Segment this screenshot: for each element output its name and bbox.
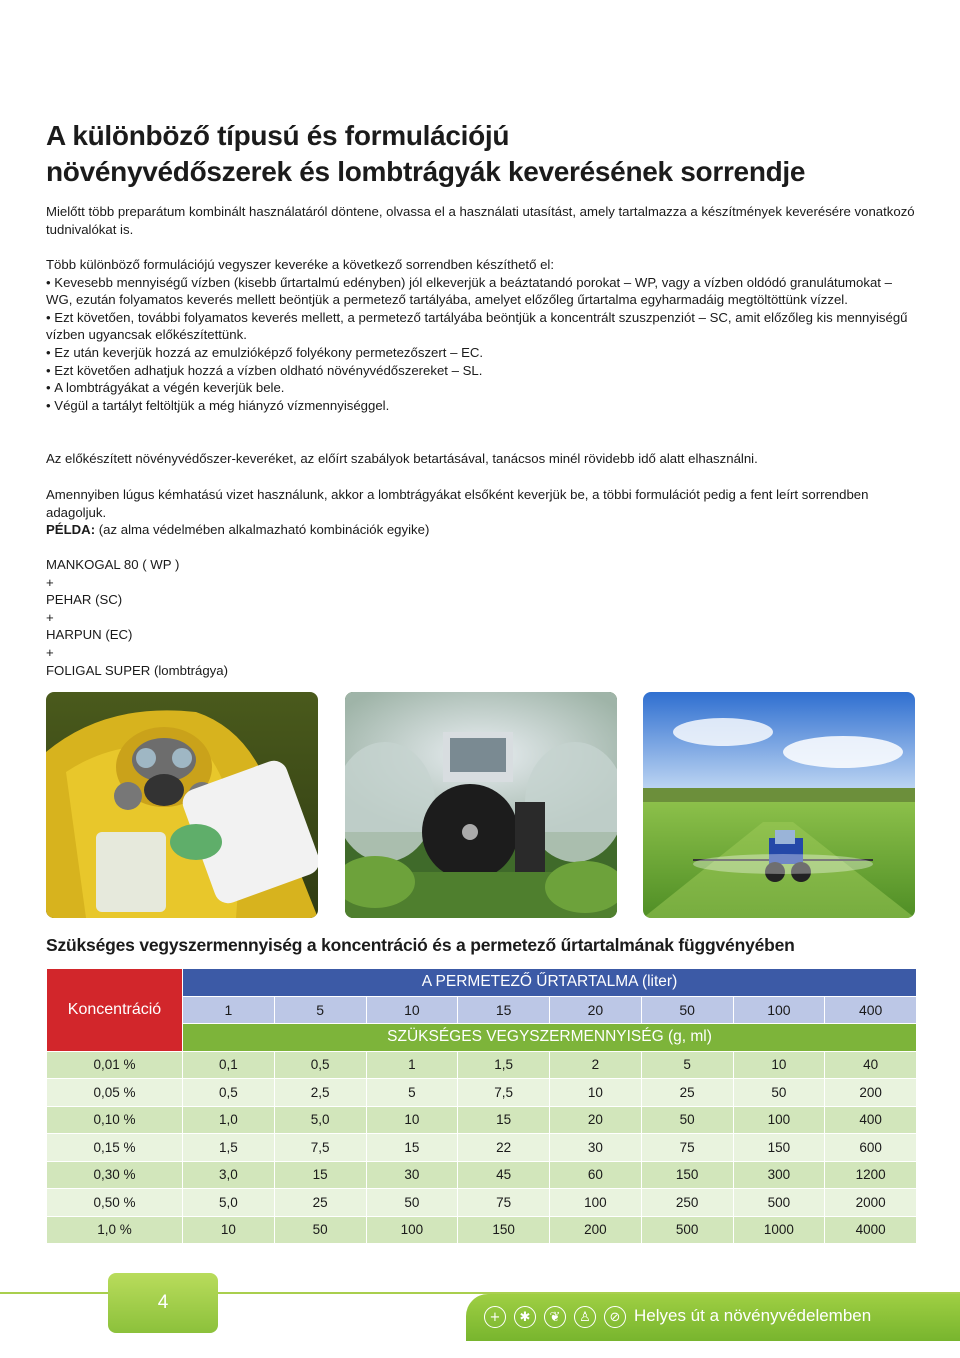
amount-cell: 60 (550, 1161, 642, 1189)
amount-cell: 150 (641, 1161, 733, 1189)
volume-cell: 400 (825, 996, 917, 1024)
amount-cell: 1,5 (458, 1051, 550, 1079)
volume-cell: 20 (550, 996, 642, 1024)
amount-cell: 75 (641, 1134, 733, 1162)
footer-icon-row (484, 1306, 626, 1330)
volume-cell: 1 (183, 996, 275, 1024)
amount-cell: 1,5 (183, 1134, 275, 1162)
intro-paragraph: Mielőtt több preparátum kombinált használatáról döntene, olvassa el a használati utasítást, amely tartalmazza a készítmények keverésére vonatkozó tudnivalókat is. (46, 204, 915, 237)
page-title (46, 118, 916, 190)
amount-cell: 2,5 (274, 1079, 366, 1107)
amount-cell: 50 (366, 1189, 458, 1217)
example-line (46, 521, 918, 539)
mixing-rule-item: • Végül a tartályt feltöltjük a még hiányzó vízmennyiséggel. (46, 397, 918, 415)
amount-cell: 1200 (825, 1161, 917, 1189)
page-title-line-2: növényvédőszerek és lombtrágyák keverésének sorrendje (46, 156, 806, 187)
prepared-mix-note: Az előkészített növényvédőszer-keveréket, az előírt szabályok betartásával, tanácsos minél rövidebb idő alatt elhasználni. (46, 451, 758, 466)
leaf-icon: ❦ (544, 1306, 566, 1328)
mixing-rule-item: • Ez után keverjük hozzá az emulzióképző folyékony permetezőszert – EC. (46, 344, 918, 362)
concentration-cell: 0,01 % (47, 1051, 183, 1079)
photo-protective-worker (46, 692, 318, 918)
amount-cell: 0,1 (183, 1051, 275, 1079)
volume-cell: 15 (458, 996, 550, 1024)
amount-cell: 1,0 (183, 1106, 275, 1134)
amount-cell: 600 (825, 1134, 917, 1162)
amount-cell: 5 (641, 1051, 733, 1079)
mixing-rule-item: • Ezt követően adhatjuk hozzá a vízben oldható növényvédőszereket – SL. (46, 362, 918, 380)
amount-cell: 10 (183, 1216, 275, 1244)
amount-cell: 22 (458, 1134, 550, 1162)
combo-plus: + (46, 644, 54, 660)
combo-plus: + (46, 609, 54, 625)
concentration-cell: 0,30 % (47, 1161, 183, 1189)
concentration-cell: 0,50 % (47, 1189, 183, 1217)
amount-cell: 30 (366, 1161, 458, 1189)
concentration-table (46, 968, 917, 1244)
volume-cell: 50 (641, 996, 733, 1024)
concentration-cell: 1,0 % (47, 1216, 183, 1244)
amount-cell: 0,5 (183, 1079, 275, 1107)
amount-cell: 15 (274, 1161, 366, 1189)
table-row (47, 1051, 917, 1079)
amount-cell: 40 (825, 1051, 917, 1079)
amount-cell: 50 (274, 1216, 366, 1244)
amount-cell: 3,0 (183, 1161, 275, 1189)
combo-product: MANKOGAL 80 ( WP ) (46, 557, 180, 572)
amount-cell: 5,0 (183, 1189, 275, 1217)
amount-cell: 300 (733, 1161, 825, 1189)
mixing-rule-item: • Ezt követően, további folyamatos keverés mellett, a permetező tartályába beöntjük a koncentrált szuszpenziót – SC, amit előzőleg kis mennyiségű vízben ugyancsak előkészítettünk. (46, 309, 918, 344)
bug-icon: ✱ (514, 1306, 536, 1328)
amount-cell: 150 (458, 1216, 550, 1244)
amount-cell: 5,0 (274, 1106, 366, 1134)
no-sign-icon: ⊘ (604, 1306, 626, 1328)
amount-cell: 500 (733, 1189, 825, 1217)
amount-cell: 0,5 (274, 1051, 366, 1079)
volume-cell: 10 (366, 996, 458, 1024)
amount-cell: 400 (825, 1106, 917, 1134)
amount-cell: 2000 (825, 1189, 917, 1217)
amount-cell: 4000 (825, 1216, 917, 1244)
amount-cell: 5 (366, 1079, 458, 1107)
amount-cell: 7,5 (458, 1079, 550, 1107)
amount-cell: 10 (366, 1106, 458, 1134)
amount-cell: 200 (825, 1079, 917, 1107)
combo-plus: + (46, 574, 54, 590)
amount-cell: 100 (733, 1106, 825, 1134)
concentration-cell: 0,15 % (47, 1134, 183, 1162)
amount-cell: 75 (458, 1189, 550, 1217)
amount-cell: 100 (550, 1189, 642, 1217)
example-combination (46, 556, 446, 679)
combo-product: PEHAR (SC) (46, 592, 123, 608)
table-row (47, 1216, 917, 1244)
table-row (47, 1106, 917, 1134)
amount-cell: 10 (550, 1079, 642, 1107)
amount-cell: 1 (366, 1051, 458, 1079)
mixing-rules (46, 256, 918, 414)
footer-slogan: Helyes út a növényvédelemben (634, 1306, 872, 1325)
volume-cell: 100 (733, 996, 825, 1024)
page-title-line-1: A különböző típusú és formulációjú (46, 120, 510, 151)
volume-cell: 5 (274, 996, 366, 1024)
table-row (47, 1134, 917, 1162)
combo-product: HARPUN (EC) (46, 627, 133, 643)
amount-cell: 100 (366, 1216, 458, 1244)
person-icon: ♙ (574, 1306, 596, 1328)
amount-cell: 50 (733, 1079, 825, 1107)
amount-cell: 45 (458, 1161, 550, 1189)
amount-header: SZÜKSÉGES VEGYSZERMENNYISÉG (g, ml) (183, 1024, 917, 1052)
table-row (47, 1079, 917, 1107)
plus-icon: + (484, 1306, 506, 1328)
alkaline-water-text: Amennyiben lúgus kémhatású vizet használunk, akkor a lombtrágyákat elsőként keverjük be, a többi formulációt pedig a fent leírt sorrendben adagoljuk. (46, 487, 869, 520)
amount-cell: 500 (641, 1216, 733, 1244)
mixing-rule-item: • Kevesebb mennyiségű vízben (kisebb űrtartalmú edényben) jól elkeverjük a beáztatandó porokat – WP, vagy a vízben oldódó granulátumokat – WG, ezután folyamatos keverés mellett beöntjük a permetező tartályába, amelyet előzőleg űrtartalma egyharmadáig megtöltöttünk vízzel. (46, 274, 918, 309)
concentration-cell: 0,10 % (47, 1106, 183, 1134)
combo-product: FOLIGAL SUPER (lombtrágya) (46, 662, 228, 678)
alkaline-water-note (46, 486, 918, 539)
photo-orchard-sprayer (345, 692, 617, 918)
amount-cell: 25 (641, 1079, 733, 1107)
page-number: 4 (108, 1273, 218, 1333)
amount-cell: 15 (458, 1106, 550, 1134)
amount-cell: 15 (366, 1134, 458, 1162)
amount-cell: 2 (550, 1051, 642, 1079)
mixing-rule-item: • A lombtrágyákat a végén keverjük bele. (46, 379, 918, 397)
amount-cell: 250 (641, 1189, 733, 1217)
amount-cell: 20 (550, 1106, 642, 1134)
amount-cell: 150 (733, 1134, 825, 1162)
amount-cell: 25 (274, 1189, 366, 1217)
concentration-cell: 0,05 % (47, 1079, 183, 1107)
amount-cell: 7,5 (274, 1134, 366, 1162)
concentration-header: Koncentráció (47, 969, 183, 1052)
table-row (47, 1161, 917, 1189)
amount-cell: 1000 (733, 1216, 825, 1244)
photo-field-sprayer (643, 692, 915, 918)
table-row (47, 1189, 917, 1217)
amount-cell: 30 (550, 1134, 642, 1162)
amount-cell: 10 (733, 1051, 825, 1079)
amount-cell: 200 (550, 1216, 642, 1244)
example-text: (az alma védelmében alkalmazható kombinációk egyike) (95, 522, 430, 538)
example-label: PÉLDA: (46, 522, 96, 538)
amount-cell: 50 (641, 1106, 733, 1134)
volume-header: A PERMETEZŐ ŰRTARTALMA (liter) (183, 969, 917, 997)
mixing-rules-lead: Több különböző formulációjú vegyszer keveréke a következő sorrendben készíthető el: (46, 257, 554, 272)
table-title: Szükséges vegyszermennyiség a koncentráció és a permetező űrtartalmának függvényében (46, 935, 795, 955)
